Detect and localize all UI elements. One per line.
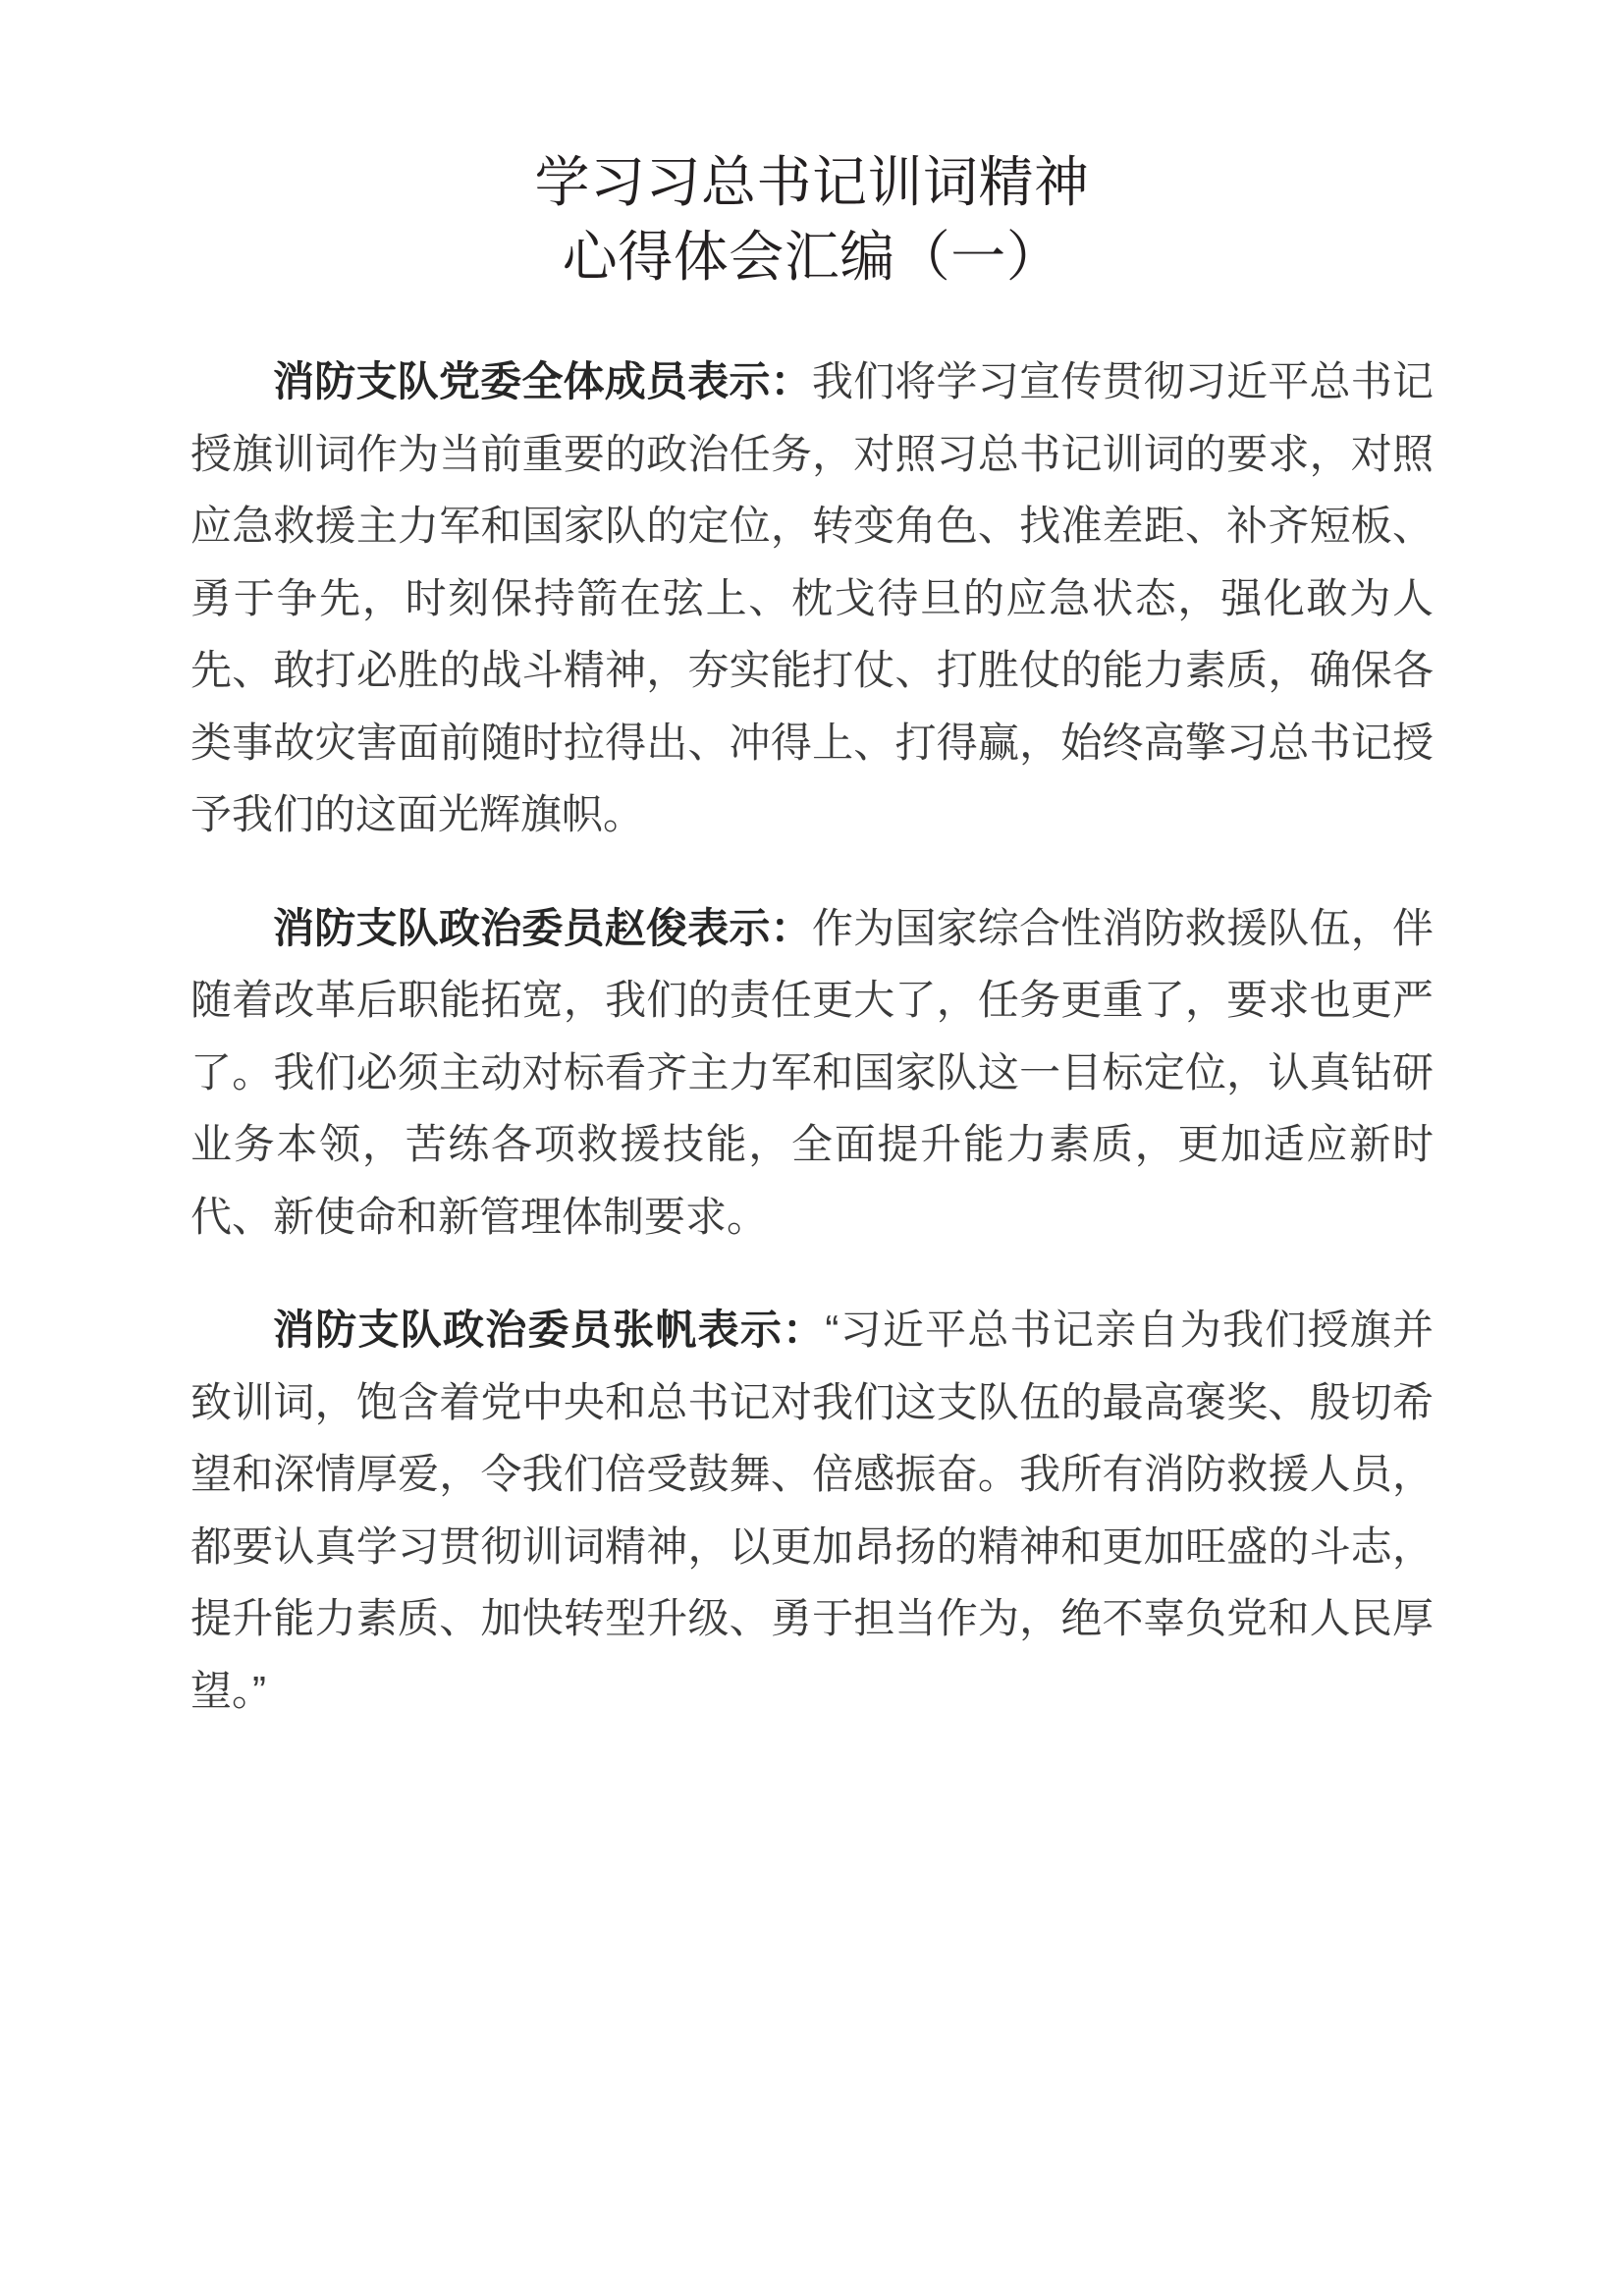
title-line-1: 学习习总书记训词精神 — [534, 151, 1090, 213]
paragraph-3-lead: 消防支队政治委员张帆表示： — [273, 1307, 826, 1354]
title-line-2: 心得体会汇编（一） — [562, 226, 1062, 289]
paragraph-2-lead: 消防支队政治委员赵俊表示： — [273, 904, 812, 951]
document-body — [190, 0, 1434, 1768]
document-title — [190, 0, 1434, 294]
paragraph-2 — [190, 892, 1434, 1254]
paragraph-1-text: 我们将学习宣传贯彻习近平总书记授旗训词作为当前重要的政治任务，对照习总书记训词的要求，对照应急救援主力军和国家队的定位，转变角色、找准差距、补齐短板、勇于争先，时刻保持箭在弦上、枕戈待旦的应急状态，强化敢为人先、敢打必胜的战斗精神，夯实能打仗、打胜仗的能力素质，确保各类事故灾害面前随时拉得出、冲得上、打得赢，始终高擎习总书记授予我们的这面光辉旗帜。 — [190, 358, 1434, 838]
paragraph-3 — [190, 1294, 1434, 1727]
paragraph-3-text: “习近平总书记亲自为我们授旗并致训词，饱含着党中央和总书记对我们这支队伍的最高褒奖、殷切希望和深情厚爱，令我们倍受鼓舞、倍感振奋。我所有消防救援人员，都要认真学习贯彻训词精神，以更加昂扬的精神和更加旺盛的斗志，提升能力素质、加快转型升级、勇于担当作为，绝不辜负党和人民厚望。” — [190, 1307, 1434, 1714]
paragraph-1 — [190, 346, 1434, 851]
paragraph-2-text: 作为国家综合性消防救援队伍，伴随着改革后职能拓宽，我们的责任更大了，任务更重了，要求也更严了。我们必须主动对标看齐主力军和国家队这一目标定位，认真钻研业务本领，苦练各项救援技能，全面提升能力素质，更加适应新时代、新使命和新管理体制要求。 — [190, 904, 1434, 1240]
paragraph-1-lead: 消防支队党委全体成员表示： — [273, 358, 812, 405]
